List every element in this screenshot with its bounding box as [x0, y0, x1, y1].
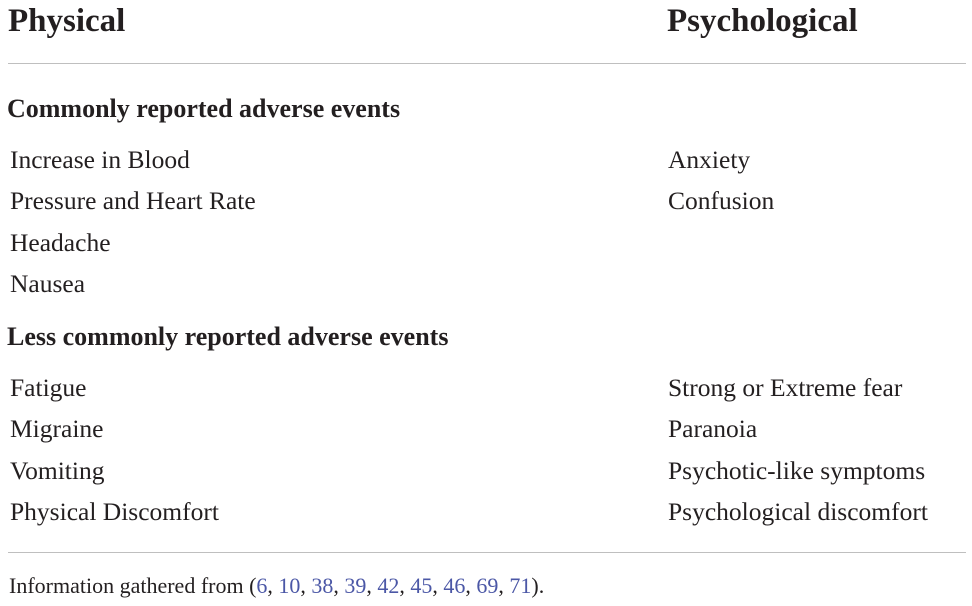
column-header-physical: Physical — [8, 3, 126, 39]
table-cell-psychological: Psychotic-like symptoms — [668, 456, 926, 485]
table-cell-physical: Increase in Blood — [10, 145, 190, 174]
reference-link[interactable]: 42 — [377, 573, 400, 598]
reference-link[interactable]: 71 — [509, 573, 532, 598]
table-cell-physical: Fatigue — [10, 373, 87, 402]
reference-link[interactable]: 39 — [344, 573, 367, 598]
table-cell-psychological: Paranoia — [668, 414, 758, 443]
reference-separator: , — [399, 573, 411, 598]
table-cell-physical: Physical Discomfort — [10, 497, 219, 526]
reference-separator: , — [465, 573, 477, 598]
table-cell-psychological: Psychological discomfort — [668, 497, 928, 526]
table-footnote — [9, 572, 544, 600]
section-title-common: Commonly reported adverse events — [7, 94, 401, 123]
reference-link[interactable]: 45 — [410, 573, 433, 598]
reference-separator: , — [300, 573, 312, 598]
table-cell-physical: Pressure and Heart Rate — [10, 186, 256, 215]
table-cell-psychological: Confusion — [668, 186, 775, 215]
reference-separator: , — [432, 573, 444, 598]
footnote-suffix: ). — [531, 573, 545, 598]
table-cell-psychological: Strong or Extreme fear — [668, 373, 903, 402]
section-title-less-common: Less commonly reported adverse events — [7, 322, 449, 351]
table-cell-psychological: Anxiety — [668, 145, 751, 174]
reference-link[interactable]: 10 — [278, 573, 301, 598]
table-header-row — [0, 0, 972, 44]
reference-separator: , — [333, 573, 345, 598]
reference-link[interactable]: 46 — [443, 573, 466, 598]
reference-link[interactable]: 38 — [311, 573, 334, 598]
reference-separator: , — [366, 573, 378, 598]
reference-link[interactable]: 6 — [256, 573, 268, 598]
table-cell-physical: Nausea — [10, 269, 86, 298]
reference-list — [256, 573, 531, 598]
reference-link[interactable]: 69 — [476, 573, 499, 598]
table-cell-physical: Migraine — [10, 414, 104, 443]
table-cell-physical: Vomiting — [10, 456, 105, 485]
header-divider — [8, 63, 966, 64]
column-header-psychological: Psychological — [667, 3, 858, 39]
footnote-prefix: Information gathered from ( — [9, 573, 257, 598]
reference-separator: , — [267, 573, 279, 598]
table-cell-physical: Headache — [10, 228, 111, 257]
footer-divider — [8, 552, 966, 553]
reference-separator: , — [498, 573, 510, 598]
